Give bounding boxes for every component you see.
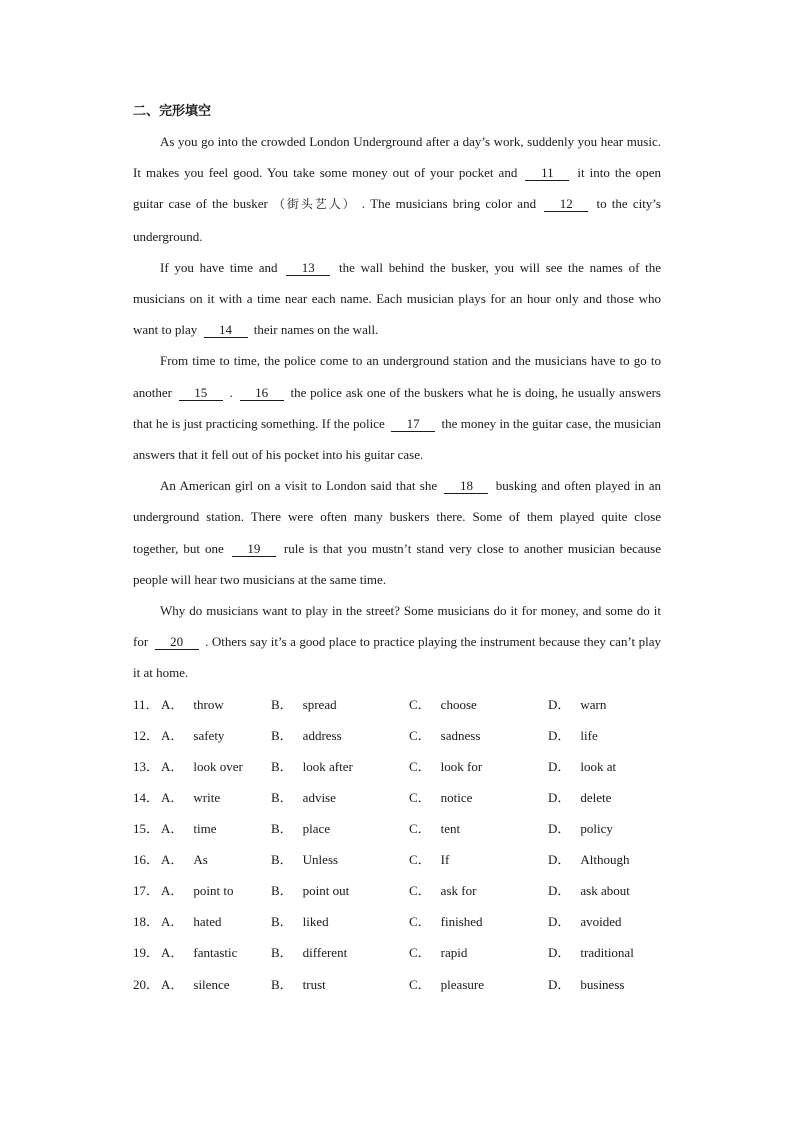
- option-text: look for: [440, 758, 483, 774]
- cloze-section: [133, 100, 661, 1000]
- option-letter: B．: [271, 758, 293, 774]
- option-text: point to: [193, 883, 234, 899]
- option-text: finished: [440, 914, 483, 930]
- option-text: delete: [580, 789, 612, 805]
- passage-text: Why do musicians want to play in the street? Some musicians do it for money, and some do it for: [133, 603, 661, 650]
- option-letter: A．: [161, 883, 184, 899]
- option-text: business: [580, 976, 625, 992]
- passage-text: From time to time, the police come to an underground station and the musicians have to go to another: [133, 353, 661, 400]
- option-a[interactable]: [161, 751, 271, 782]
- option-a[interactable]: [161, 720, 271, 751]
- option-a[interactable]: [161, 875, 271, 906]
- option-letter: D．: [548, 976, 571, 992]
- passage-text: If you have time and: [160, 259, 278, 275]
- option-text: look at: [580, 758, 617, 774]
- option-letter: B．: [271, 976, 293, 992]
- option-letter: C．: [409, 976, 431, 992]
- option-d[interactable]: [548, 969, 658, 1000]
- passage-text: it into the open guitar case of the busker: [133, 165, 661, 212]
- option-c[interactable]: [409, 782, 548, 813]
- option-letter: A．: [161, 758, 184, 774]
- option-text: rapid: [440, 945, 468, 961]
- passage-text: to the city’s underground.: [133, 196, 661, 244]
- option-letter: B．: [271, 914, 293, 930]
- option-text: If: [440, 852, 450, 868]
- option-d[interactable]: [548, 937, 658, 968]
- option-c[interactable]: [409, 969, 548, 1000]
- option-a[interactable]: [161, 813, 271, 844]
- passage-paragraph: [133, 345, 661, 470]
- question-number: 19．: [133, 945, 160, 961]
- option-text: trust: [302, 976, 326, 992]
- option-b[interactable]: [271, 751, 409, 782]
- option-letter: C．: [409, 727, 431, 743]
- passage-text: rule is that you mustn’t stand very close to another musician because people will hear two musicians at the same time.: [133, 540, 662, 587]
- question-row: [133, 875, 661, 906]
- passage-text: As you go into the crowded London Underground after a day’s work, suddenly you hear music. It makes you feel good. You take some money out of your pocket and: [133, 134, 661, 181]
- question-row: [133, 844, 661, 875]
- option-text: avoided: [580, 914, 622, 930]
- option-d[interactable]: [548, 875, 658, 906]
- option-d[interactable]: [548, 906, 658, 937]
- option-text: spread: [302, 696, 337, 712]
- option-letter: C．: [409, 821, 431, 837]
- option-letter: C．: [409, 914, 431, 930]
- option-text: Unless: [302, 852, 339, 868]
- answer-blank[interactable]: 12: [544, 197, 588, 212]
- option-d[interactable]: [548, 689, 658, 720]
- option-letter: B．: [271, 821, 293, 837]
- option-c[interactable]: [409, 689, 548, 720]
- option-letter: A．: [161, 789, 184, 805]
- question-number: 11．: [133, 696, 159, 712]
- option-letter: C．: [409, 883, 431, 899]
- cloze-passage: [133, 126, 661, 689]
- option-c[interactable]: [409, 720, 548, 751]
- option-letter: D．: [548, 821, 571, 837]
- option-text: look over: [193, 758, 243, 774]
- option-text: policy: [580, 821, 613, 837]
- option-text: choose: [440, 696, 477, 712]
- option-b[interactable]: [271, 969, 409, 1000]
- option-letter: A．: [161, 696, 184, 712]
- option-text: liked: [302, 914, 329, 930]
- passage-paragraph: [133, 470, 661, 595]
- option-b[interactable]: [271, 720, 409, 751]
- option-letter: A．: [161, 727, 184, 743]
- option-text: point out: [302, 883, 350, 899]
- option-letter: A．: [161, 976, 184, 992]
- option-c[interactable]: [409, 844, 548, 875]
- option-a[interactable]: [161, 937, 271, 968]
- option-letter: D．: [548, 758, 571, 774]
- option-text: hated: [193, 914, 222, 930]
- option-letter: B．: [271, 945, 293, 961]
- option-letter: D．: [548, 789, 571, 805]
- option-d[interactable]: [548, 751, 658, 782]
- option-letter: B．: [271, 696, 293, 712]
- option-letter: A．: [161, 852, 184, 868]
- option-text: place: [302, 821, 331, 837]
- option-a[interactable]: [161, 844, 271, 875]
- option-text: fantastic: [193, 945, 238, 961]
- answer-options: [133, 689, 661, 1000]
- option-letter: A．: [161, 945, 184, 961]
- question-row: [133, 969, 661, 1000]
- question-row: [133, 689, 661, 720]
- answer-blank[interactable]: 19: [232, 542, 276, 557]
- question-number: 20．: [133, 976, 160, 992]
- passage-text: . The musicians bring color and: [361, 196, 537, 212]
- question-number: 17．: [133, 883, 160, 899]
- question-number: 12．: [133, 727, 160, 743]
- option-b[interactable]: [271, 782, 409, 813]
- answer-blank[interactable]: 20: [155, 635, 199, 650]
- option-letter: B．: [271, 727, 293, 743]
- passage-paragraph: [133, 126, 661, 252]
- option-text: traditional: [580, 945, 634, 961]
- option-letter: B．: [271, 883, 293, 899]
- question-number: 18．: [133, 914, 160, 930]
- option-letter: D．: [548, 727, 571, 743]
- question-row: [133, 937, 661, 968]
- option-b[interactable]: [271, 906, 409, 937]
- option-d[interactable]: [548, 720, 658, 751]
- option-letter: D．: [548, 883, 571, 899]
- question-row: [133, 906, 661, 937]
- option-b[interactable]: [271, 844, 409, 875]
- option-text: safety: [193, 727, 225, 743]
- option-c[interactable]: [409, 906, 548, 937]
- answer-blank[interactable]: 13: [286, 261, 330, 276]
- option-text: advise: [302, 789, 336, 805]
- option-text: write: [193, 789, 221, 805]
- option-letter: A．: [161, 914, 184, 930]
- option-text: different: [302, 945, 348, 961]
- option-text: ask for: [440, 883, 477, 899]
- option-letter: D．: [548, 914, 571, 930]
- option-letter: A．: [161, 821, 184, 837]
- question-number: 16．: [133, 852, 160, 868]
- option-text: warn: [580, 696, 607, 712]
- passage-text: An American girl on a visit to London said that she: [160, 478, 438, 494]
- option-letter: C．: [409, 789, 431, 805]
- option-letter: C．: [409, 852, 431, 868]
- passage-paragraph: [133, 595, 661, 689]
- option-letter: C．: [409, 696, 431, 712]
- option-text: As: [193, 852, 208, 868]
- option-a[interactable]: [161, 782, 271, 813]
- option-text: silence: [193, 976, 230, 992]
- option-text: life: [580, 727, 598, 743]
- option-text: ask about: [580, 883, 630, 899]
- passage-text: busking and often played in an underground station. There were often many buskers there. Some of them played quite close together, but one: [133, 478, 662, 556]
- question-number: 14．: [133, 789, 160, 805]
- option-b[interactable]: [271, 689, 409, 720]
- option-b[interactable]: [271, 875, 409, 906]
- option-text: address: [302, 727, 342, 743]
- option-text: look after: [302, 758, 353, 774]
- option-d[interactable]: [548, 782, 658, 813]
- passage-text: the money in the guitar case, the musician answers that it fell out of his pocket into his guitar case.: [133, 415, 661, 463]
- option-d[interactable]: [548, 844, 658, 875]
- option-text: pleasure: [440, 976, 484, 992]
- answer-blank[interactable]: 16: [240, 386, 284, 401]
- option-letter: C．: [409, 758, 431, 774]
- question-number: 13．: [133, 758, 160, 774]
- option-text: Although: [580, 852, 630, 868]
- option-text: sadness: [440, 727, 481, 743]
- option-letter: D．: [548, 852, 571, 868]
- passage-text: the wall behind the busker, you will see the names of the musicians on it with a time near each name. Each musician plays for an hour only and those who want to play: [133, 259, 662, 338]
- question-row: [133, 751, 661, 782]
- option-text: tent: [440, 821, 461, 837]
- option-d[interactable]: [548, 813, 658, 844]
- passage-paragraph: [133, 252, 661, 346]
- passage-text: their names on the wall.: [253, 322, 379, 338]
- option-letter: B．: [271, 852, 293, 868]
- option-b[interactable]: [271, 937, 409, 968]
- option-b[interactable]: [271, 813, 409, 844]
- question-row: [133, 720, 661, 751]
- option-text: notice: [440, 789, 473, 805]
- section-title: 二、完形填空: [133, 104, 212, 119]
- question-row: [133, 782, 661, 813]
- option-c[interactable]: [409, 813, 548, 844]
- passage-text: .: [229, 384, 233, 400]
- answer-blank[interactable]: 14: [204, 323, 248, 338]
- option-letter: D．: [548, 696, 571, 712]
- option-letter: D．: [548, 945, 571, 961]
- option-a[interactable]: [161, 689, 271, 720]
- option-letter: B．: [271, 789, 293, 805]
- option-a[interactable]: [161, 906, 271, 937]
- answer-blank[interactable]: 15: [179, 386, 223, 401]
- question-number: 15．: [133, 821, 160, 837]
- option-a[interactable]: [161, 969, 271, 1000]
- passage-text: the police ask one of the buskers what he is doing, he usually answers that he is just practicing something. If the police: [133, 384, 661, 431]
- option-c[interactable]: [409, 751, 548, 782]
- option-text: throw: [193, 696, 224, 712]
- option-text: time: [193, 821, 217, 837]
- passage-text: . Others say it’s a good place to practice playing the instrument because they can’t play it at home.: [133, 634, 662, 681]
- answer-blank[interactable]: 18: [444, 479, 488, 494]
- option-c[interactable]: [409, 875, 548, 906]
- answer-blank[interactable]: 17: [391, 417, 435, 432]
- question-row: [133, 813, 661, 844]
- option-letter: C．: [409, 945, 431, 961]
- chinese-gloss: （街头艺人）: [272, 197, 357, 212]
- option-c[interactable]: [409, 937, 548, 968]
- answer-blank[interactable]: 11: [525, 166, 569, 181]
